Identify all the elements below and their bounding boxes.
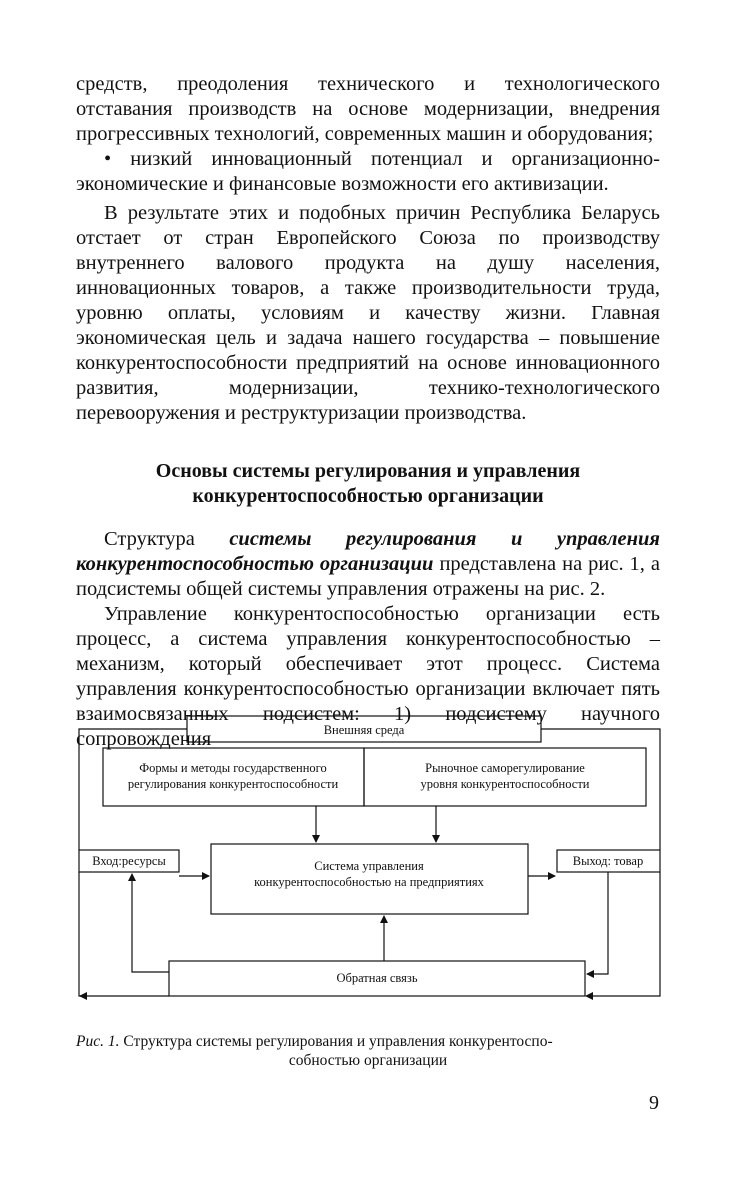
system-line-2: конкурентоспособностью на предприятиях bbox=[254, 875, 484, 889]
market-regulation-line-2: уровня конкурентоспособности bbox=[420, 777, 590, 791]
output-label: Выход: товар bbox=[572, 854, 644, 868]
figure-caption bbox=[76, 1032, 660, 1070]
bullet-item: • низкий инновационный потенциал и организационно-экономические и финансовые возможности его активизации. bbox=[76, 148, 660, 195]
caption-figure-label: Рис. 1. bbox=[76, 1033, 120, 1050]
heading-line-2: конкурентоспособностью организации bbox=[192, 485, 544, 507]
system-line-1: Система управления bbox=[314, 859, 424, 873]
paragraph-1: средств, преодоления технического и технологического отставания производств на основе модернизации, внедрения прогрессивных технологий, современных машин и оборудования; bbox=[76, 73, 660, 145]
structure-diagram bbox=[76, 714, 666, 1006]
paragraph-3-end: представлена на рис. 1, а подсистемы общей системы управления отражены на рис. 2. bbox=[76, 553, 660, 600]
page-number: 9 bbox=[649, 1092, 659, 1114]
arrow-feedback-to-input bbox=[132, 874, 169, 972]
paragraph-2: В результате этих и подобных причин Республика Беларусь отстает от стран Европейского Союза по производству внутреннего валового продукта на душу населения, инновационных товаров, а также производительности труда, уровню оплаты, условиям и качеству жизни. Главная экономическая цель и задача нашего государства – повышение конкурентоспособности предприятий на основе инновационного развития, модернизации, технико-технологического перевооружения и реструктуризации производства. bbox=[76, 202, 660, 424]
market-regulation-line-1: Рыночное саморегулирование bbox=[425, 761, 585, 775]
paragraph-3-start: Структура bbox=[104, 528, 230, 550]
input-label: Вход:ресурсы bbox=[92, 854, 166, 868]
outer-right-bottom-line bbox=[586, 872, 660, 996]
paragraph-3 bbox=[76, 527, 660, 602]
state-regulation-line-2: регулирования конкурентоспособности bbox=[127, 777, 339, 791]
arrow-output-to-feedback bbox=[587, 872, 608, 974]
external-env-label: Внешняя среда bbox=[323, 723, 405, 737]
paragraph-4: Управление конкурентоспособностью организации есть процесс, а система управления конкурентоспособностью – механизм, который обеспечивает этот процесс. Система управления конкурентоспособностью организации включает пять взаимосвязанных подсистем: 1) подсистему научного сопровождения bbox=[76, 603, 660, 750]
feedback-label: Обратная связь bbox=[336, 971, 418, 985]
outer-left-bottom-line bbox=[79, 872, 84, 996]
page-body bbox=[76, 72, 660, 752]
heading-line-1: Основы системы регулирования и управления bbox=[155, 460, 581, 482]
state-regulation-line-1: Формы и методы государственного bbox=[139, 761, 327, 775]
caption-text-line-1: Структура системы регулирования и управления конкурентоспо- bbox=[119, 1033, 553, 1050]
caption-text-line-2: собностью организации bbox=[288, 1052, 448, 1069]
section-heading bbox=[76, 459, 660, 509]
paragraph-3-emphasis: системы регулирования и управления конкурентоспособностью организации bbox=[76, 528, 660, 575]
